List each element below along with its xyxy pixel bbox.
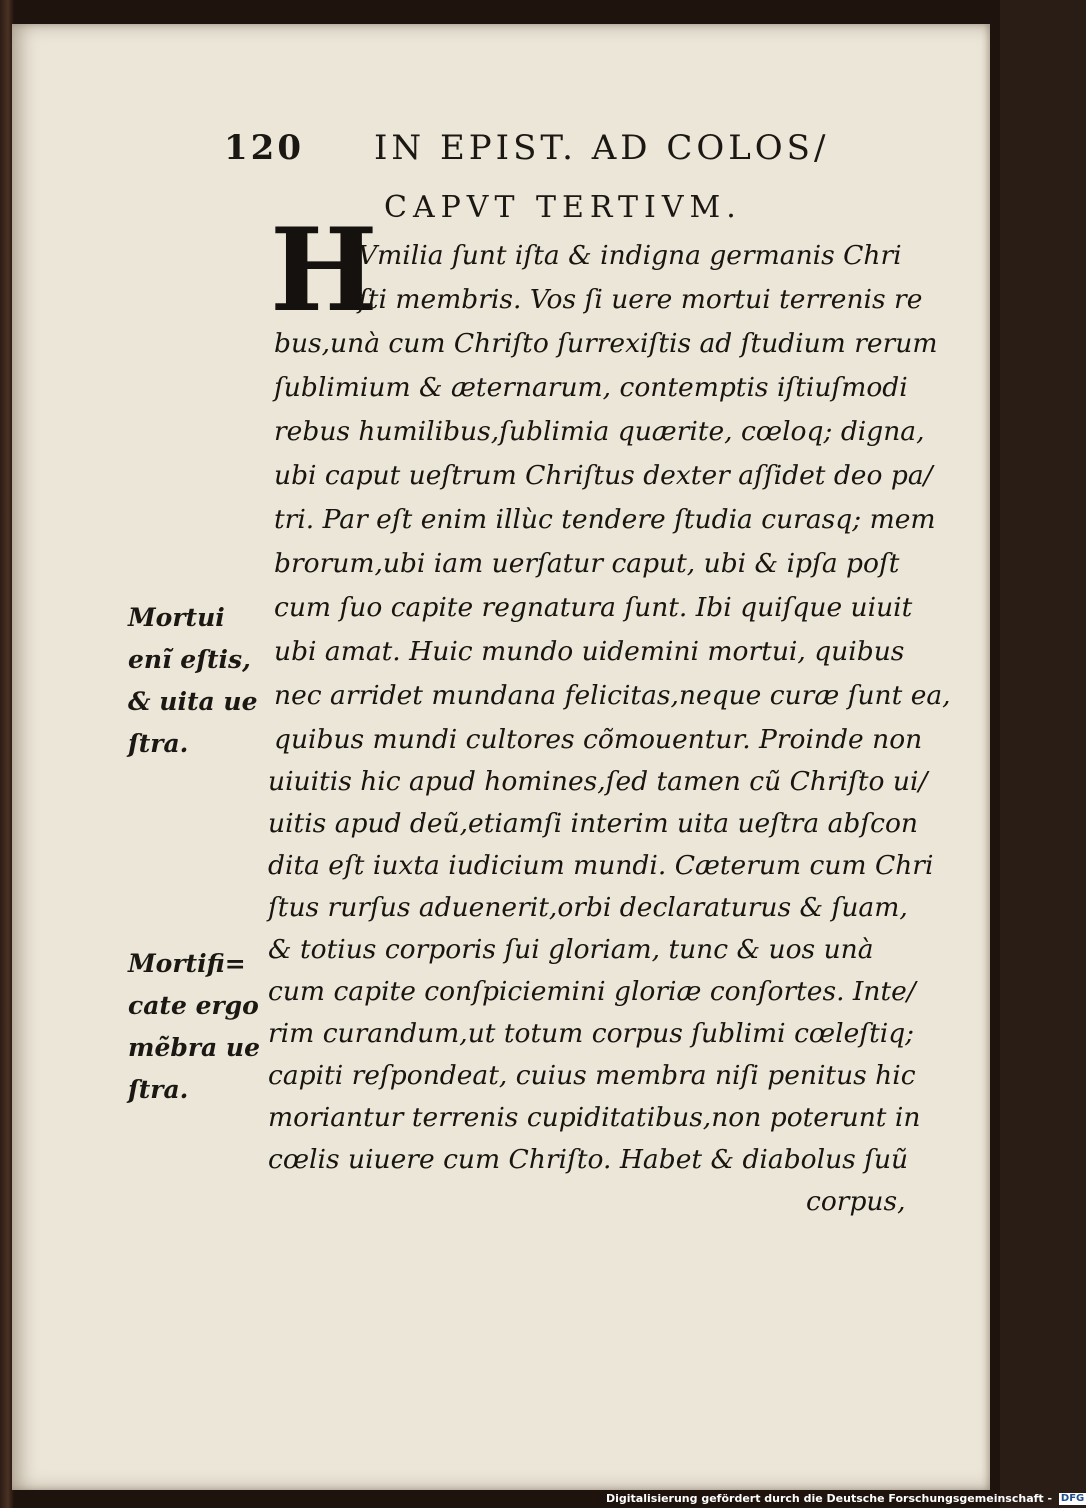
margin-note-line: ſtra.: [128, 1075, 189, 1104]
text-line: uitis apud deũ,etiamſi interim uita ueſtra abſcon: [268, 808, 919, 839]
text-line: ubi amat. Huic mundo uidemini mortui, quibus: [274, 636, 905, 667]
drop-cap-initial: H: [270, 203, 378, 337]
margin-note-line: cate ergo: [128, 991, 259, 1020]
text-line: capiti reſpondeat, cuius membra niſi penitus hic: [268, 1060, 916, 1091]
margin-note-line: Mortui: [128, 603, 225, 632]
margin-note-line: ſtra.: [128, 729, 189, 758]
text-line: nec arridet mundana felicitas,neque curæ ſunt ea,: [274, 680, 951, 711]
text-line: uiuitis hic apud homines,ſed tamen cũ Chriſto ui/: [268, 766, 928, 797]
text-line: tri. Par eſt enim illùc tendere ſtudia curasq; mem: [274, 504, 936, 535]
text-line: Vmilia ſunt iſta & indigna germanis Chri: [358, 240, 902, 271]
chapter-title: CAPVT TERTIVM.: [384, 190, 742, 225]
dfg-logo-icon: DFG: [1060, 1493, 1085, 1504]
digitization-credit: [606, 1490, 1086, 1508]
text-line: ſtus rurſus aduenerit,orbi declaraturus & ſuam,: [268, 892, 908, 923]
text-line: rim curandum,ut totum corpus ſublimi cœleſtiq;: [268, 1018, 915, 1049]
text-line: rebus humilibus,ſublimia quærite, cœloq; digna,: [274, 416, 925, 447]
margin-note-line: enĩ eſtis,: [128, 645, 251, 674]
margin-note-line: & uita ue: [128, 687, 258, 716]
text-line: bus,unà cum Chriſto ſurrexiſtis ad ſtudium rerum: [274, 328, 938, 359]
text-line: ſublimium & æternarum, contemptis iſtiuſmodi: [274, 372, 908, 403]
text-line: quibus mundi cultores cõmouentur. Proinde non: [274, 724, 923, 755]
text-line: ubi caput ueſtrum Chriſtus dexter aſſidet deo pa/: [274, 460, 933, 491]
text-line: ſti membris. Vos ſi uere mortui terrenis re: [358, 284, 923, 315]
text-line: moriantur terrenis cupiditatibus,non poterunt in: [268, 1102, 921, 1133]
margin-note-line: Mortifi=: [128, 949, 246, 978]
text-line: dita eſt iuxta iudicium mundi. Cæterum cum Chri: [268, 850, 934, 881]
text-line: cum ſuo capite regnatura ſunt. Ibi quiſque uiuit: [274, 592, 913, 623]
text-line: cum capite conſpiciemini gloriæ conſortes. Inte/: [268, 976, 916, 1007]
text-line: brorum,ubi iam uerſatur caput, ubi & ipſa poſt: [274, 548, 900, 579]
catchword: corpus,: [806, 1186, 906, 1217]
running-head: IN EPIST. AD COLOS/: [374, 128, 830, 168]
page-header: [224, 128, 904, 178]
text-line: cœlis uiuere cum Chriſto. Habet & diabolus ſuũ: [268, 1144, 909, 1175]
page-number: 120: [224, 128, 304, 168]
text-line: & totius corporis ſui gloriam, tunc & uos unà: [268, 934, 874, 965]
margin-note-line: mẽbra ue: [128, 1033, 260, 1062]
credit-text: Digitalisierung gefördert durch die Deutsche Forschungsgemeinschaft -: [606, 1492, 1053, 1505]
